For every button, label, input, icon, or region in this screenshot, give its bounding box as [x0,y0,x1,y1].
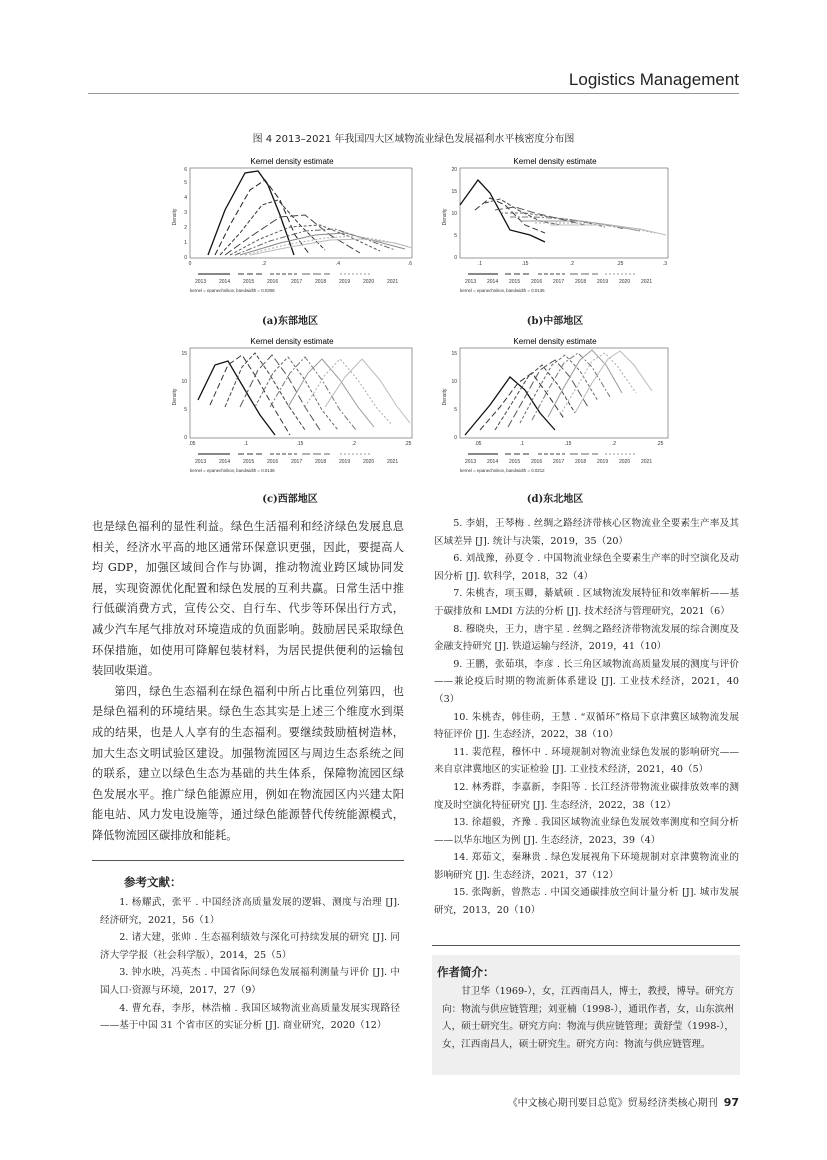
reference-item: 2. 诸大建，张帅 . 生态福利绩效与深化可持续发展的研究 [J]. 同济大学学报（社会科学版），2014，25（5） [100,932,400,961]
journal-header: Logistics Management [568,70,739,89]
svg-text:2015: 2015 [243,459,255,465]
svg-text:5: 5 [454,233,457,239]
plot-title: Kernel density estimate [513,337,597,346]
y-label: Density [442,388,448,406]
kernel-note: kernel = epanechnikov, bandwidth = 0.0136 [460,288,545,293]
svg-text:2015: 2015 [509,279,521,285]
author-bio-text: 甘卫华（1969-），女，江西南昌人，博士，教授，博导。研究方向：物流与供应链管理；刘亚楠（1998-），通讯作者，女，山东滨州人，硕士研究生。研究方向：物流与供应链管理；黄舒莹（1998-），女，江西南昌人，硕士研究生。研究方向：物流与供应链管理。 [442,986,734,1050]
references-rule [92,860,404,861]
svg-text:2013: 2013 [195,279,207,285]
svg-text:2018: 2018 [315,459,327,465]
density-plot-west [170,335,415,485]
caption-a: (a)东部地区 [262,316,318,327]
svg-text:0: 0 [188,261,192,267]
reference-item: 9. 王鹏，张茹琪，李彦 . 长三角区域物流高质量发展的测度与评价——兼论疫后时期的物流新体系建设 [J]. 工业技术经济，2021，40（3） [434,658,739,705]
svg-text:0: 0 [184,255,187,261]
kernel-note: kernel = epanechnikov, bandwidth = 0.0308 [190,288,275,293]
references-right [434,515,739,920]
references-heading: 参考文献： [124,875,182,889]
svg-text:2019: 2019 [597,279,609,285]
reference-item: 1. 杨耀武，张平 . 中国经济高质量发展的逻辑、测度与治理 [J]. 经济研究，2021，56（1） [100,897,400,926]
svg-text:.15: .15 [296,441,304,447]
svg-text:2021: 2021 [387,279,399,285]
svg-text:.4: .4 [335,261,341,267]
svg-text:5: 5 [454,407,457,413]
author-heading: 作者简介： [437,965,495,979]
svg-text:10: 10 [451,211,457,217]
legend [195,279,398,285]
svg-text:2017: 2017 [291,459,303,465]
svg-text:2014: 2014 [219,279,231,285]
svg-text:.1: .1 [519,441,525,447]
svg-text:.25: .25 [404,441,412,447]
caption-d: (d)东北地区 [526,494,584,505]
svg-text:.2: .2 [261,261,267,267]
svg-text:2014: 2014 [487,279,499,285]
svg-text:2018: 2018 [575,459,587,465]
caption-b: (b)中部地区 [526,316,584,327]
svg-text:2013: 2013 [465,279,477,285]
svg-text:2013: 2013 [465,459,477,465]
reference-item: 10. 朱桃杏，韩佳萌，王慧 . “双循环”格局下京津冀区域物流发展特征评价 [J]. 生态经济，2022，38（10） [434,711,739,741]
svg-text:2015: 2015 [243,279,255,285]
svg-text:6: 6 [184,167,187,173]
svg-text:0: 0 [184,435,187,441]
svg-text:2018: 2018 [315,279,327,285]
reference-item: 12. 林秀群，李嘉新，李阳等 . 长江经济带物流业碳排放效率的测度及时空演化特征研究 [J]. 生态经济，2022，38（12） [434,781,739,811]
svg-text:2020: 2020 [619,279,631,285]
svg-text:2016: 2016 [267,279,279,285]
svg-text:.2: .2 [351,441,357,447]
y-label: Density [172,388,178,406]
svg-text:2019: 2019 [339,279,351,285]
paragraph: 第四，绿色生态福利在绿色福利中所占比重位列第四，也是绿色福利的环境结果。绿色生态其实是上述三个维度水到渠成的结果，也是人人享有的生态福利。要继续鼓励植树造林，加大生态文明试验区建设。加强物流园区与周边生态系统之间的联系，建立以绿色生态为基础的共生体系，保障物流园区绿色发展水平。推广绿色能源应用，例如在物流园区内兴建太阳能电站、风力发电设施等，通过绿色能源替代传统能源模式，降低物流园区碳排放和能耗。 [92,684,404,842]
svg-text:.05: .05 [474,441,482,447]
svg-text:2020: 2020 [363,459,375,465]
svg-text:2016: 2016 [267,459,279,465]
reference-item: 7. 朱桃杏，项玉卿，綦斌硕 . 区域物流发展特征和效率解析——基于碳排放和 LMDI 方法的分析 [J]. 技术经济与管理研究，2021（6） [434,588,739,617]
svg-text:.2: .2 [611,441,617,447]
footer-journal-note: 《中文核心期刊要目总览》贸易经济类核心期刊 [507,1098,718,1109]
svg-text:4: 4 [184,195,187,201]
svg-text:2013: 2013 [195,459,207,465]
svg-text:2016: 2016 [531,459,543,465]
svg-text:2017: 2017 [553,279,565,285]
svg-text:15: 15 [451,189,457,195]
svg-text:1: 1 [184,240,187,246]
svg-text:10: 10 [451,379,457,385]
svg-text:2018: 2018 [575,279,587,285]
svg-text:2017: 2017 [553,459,565,465]
svg-text:2014: 2014 [219,459,231,465]
svg-text:20: 20 [451,167,457,173]
svg-text:.6: .6 [407,261,413,267]
svg-text:0: 0 [454,255,457,261]
svg-text:.3: .3 [662,261,668,267]
density-plot-east [170,155,415,305]
reference-item: 6. 刘战豫，孙夏令 . 中国物流业绿色全要素生产率的时空演化及动因分析 [J]. 软科学，2018，32（4） [434,553,739,582]
svg-text:3: 3 [184,210,187,216]
svg-text:.15: .15 [564,441,572,447]
legend [195,459,398,465]
density-plot-central [440,155,670,305]
references-left [100,894,400,1035]
header-rule [88,93,739,94]
reference-item: 5. 李娟，王琴梅 . 丝绸之路经济带核心区物流业全要素生产率及其区域差异 [J]. 统计与决策，2019，35（20） [434,518,739,547]
author-bio [442,983,734,1053]
density-plot-northeast [440,335,670,485]
author-rule [432,945,740,946]
plot-title: Kernel density estimate [513,157,597,166]
reference-item: 8. 穆晓央，王力，唐宇星 . 丝绸之路经济带物流发展的综合测度及金融支持研究 [J]. 铁道运输与经济，2019，41（10） [434,623,739,653]
svg-text:2021: 2021 [641,279,653,285]
reference-item: 14. 郑茹文，秦琳贵 . 绿色发展视角下环境规制对京津冀物流业的影响研究 [J]. 生态经济，2021，37（12） [434,852,739,881]
reference-item: 4. 曹允春，李彤，林浩楠 . 我国区域物流业高质量发展实现路径——基于中国 31 个省市区的实证分析 [J]. 商业研究，2020（12） [100,1002,400,1032]
page-footer [508,1094,739,1109]
paragraph: 也是绿色福利的显性利益。绿色生活福利和经济绿色发展息息相关，经济水平高的地区通常环保意识更强，因此，要提高人均 GDP，加强区域间合作与协调，推动物流业跨区域协同发展，实现资源优化配置和绿色发展的互利共赢。日常生活中推行低碳消费方式，宣传公交、自行车、代步等环保出行方式，减少汽车尾气排放对环境造成的负面影响。鼓励居民采取绿色环保措施，如使用可降解包装材料，为居民提供便利的运输包装回收渠道。 [92,520,404,678]
svg-text:0: 0 [454,435,457,441]
svg-text:.15: .15 [521,261,529,267]
svg-text:15: 15 [181,351,187,357]
svg-text:.1: .1 [243,441,249,447]
plot-title: Kernel density estimate [250,157,334,166]
svg-text:2019: 2019 [339,459,351,465]
reference-item: 13. 徐超毅，齐豫 . 我国区域物流业绿色发展效率测度和空间分析——以华东地区为例 [J]. 生态经济，2023，39（4） [434,817,739,846]
svg-text:2021: 2021 [387,459,399,465]
svg-text:2015: 2015 [509,459,521,465]
body-text [92,517,404,847]
svg-text:5: 5 [184,180,187,186]
svg-text:2020: 2020 [363,279,375,285]
legend [465,279,652,285]
svg-text:5: 5 [184,407,187,413]
reference-item: 15. 张陶新，曾熬志 . 中国交通碳排放空间计量分析 [J]. 城市发展研究，2013，20（10） [434,887,739,917]
y-label: Density [442,208,448,226]
page-number: 97 [723,1096,739,1109]
svg-text:2016: 2016 [531,279,543,285]
svg-text:.05: .05 [188,441,196,447]
svg-text:.2: .2 [569,261,575,267]
svg-text:2017: 2017 [291,279,303,285]
svg-text:2014: 2014 [487,459,499,465]
reference-item: 3. 钟水映，冯英杰 . 中国省际间绿色发展福利测量与评价 [J]. 中国人口·资源与环境，2017，27（9） [100,967,400,996]
caption-c: (c)西部地区 [262,494,318,505]
svg-text:.1: .1 [477,261,483,267]
svg-text:15: 15 [451,351,457,357]
kernel-note: kernel = epanechnikov, bandwidth = 0.0212 [460,468,545,473]
figure-title: 图 4 2013–2021 年我国四大区域物流业绿色发展福利水平核密度分布图 [252,134,575,145]
kernel-note: kernel = epanechnikov, bandwidth = 0.0138 [190,468,275,473]
y-label: Density [172,208,178,226]
plot-title: Kernel density estimate [250,337,334,346]
svg-text:.25: .25 [656,441,664,447]
svg-text:2019: 2019 [597,459,609,465]
svg-text:2: 2 [184,225,187,231]
legend [465,459,652,465]
svg-text:2020: 2020 [619,459,631,465]
svg-text:10: 10 [181,379,187,385]
svg-text:.25: .25 [616,261,624,267]
svg-text:2021: 2021 [641,459,653,465]
reference-item: 11. 裴范程，穆怀中 . 环境规制对物流业绿色发展的影响研究——来自京津冀地区的实证检验 [J]. 工业技术经济，2021，40（5） [434,746,739,776]
